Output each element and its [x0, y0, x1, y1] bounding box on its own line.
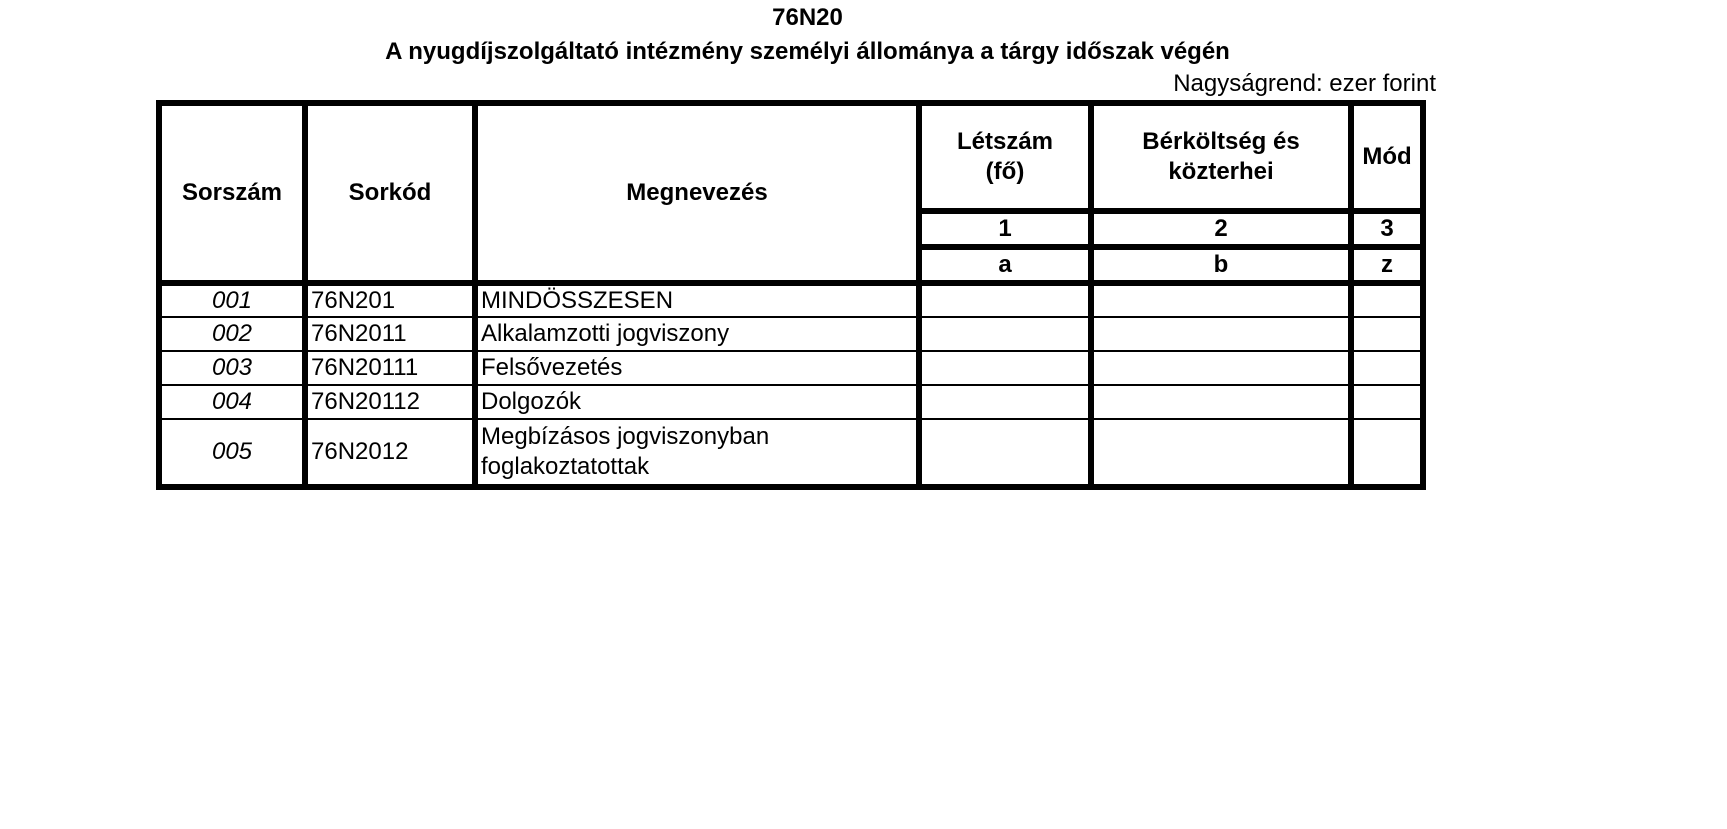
table-row	[159, 419, 1423, 487]
row-sorszam: 002	[159, 317, 305, 351]
col-number-1: 1	[919, 211, 1091, 247]
row-mod-cell[interactable]	[1351, 351, 1423, 385]
table-row	[159, 385, 1423, 419]
col-header-megnevezes: Megnevezés	[475, 103, 919, 283]
col-header-letszam: Létszám (fő)	[919, 103, 1091, 211]
row-sorkod: 76N20112	[305, 385, 475, 419]
col-letter-z: z	[1351, 247, 1423, 283]
row-mod-cell[interactable]	[1351, 385, 1423, 419]
col-number-3: 3	[1351, 211, 1423, 247]
col-letter-b: b	[1091, 247, 1351, 283]
table-row	[159, 283, 1423, 317]
row-berkoltseg-cell[interactable]	[1091, 351, 1351, 385]
unit-note: Nagyságrend: ezer forint	[1173, 70, 1436, 97]
row-letszam-cell[interactable]	[919, 385, 1091, 419]
row-megnevezes: MINDÖSSZESEN	[475, 283, 919, 317]
row-berkoltseg-cell[interactable]	[1091, 419, 1351, 487]
table-row	[159, 351, 1423, 385]
form-code-title: 76N20	[772, 4, 843, 31]
row-mod-cell[interactable]	[1351, 419, 1423, 487]
col-header-mod: Mód	[1351, 103, 1423, 211]
row-megnevezes: Megbízásos jogviszonyban foglakoztatottak	[475, 419, 919, 487]
row-sorszam: 001	[159, 283, 305, 317]
row-sorszam: 005	[159, 419, 305, 487]
row-megnevezes: Alkalamzotti jogviszony	[475, 317, 919, 351]
row-mod-cell[interactable]	[1351, 283, 1423, 317]
table-row	[159, 317, 1423, 351]
row-megnevezes: Dolgozók	[475, 385, 919, 419]
row-sorkod: 76N201	[305, 283, 475, 317]
row-berkoltseg-cell[interactable]	[1091, 283, 1351, 317]
row-letszam-cell[interactable]	[919, 419, 1091, 487]
row-sorszam: 003	[159, 351, 305, 385]
row-letszam-cell[interactable]	[919, 283, 1091, 317]
personnel-table	[156, 100, 1426, 490]
col-header-sorkod: Sorkód	[305, 103, 475, 283]
row-berkoltseg-cell[interactable]	[1091, 317, 1351, 351]
row-sorkod: 76N2012	[305, 419, 475, 487]
page-title: A nyugdíjszolgáltató intézmény személyi állománya a tárgy időszak végén	[385, 38, 1230, 65]
row-sorkod: 76N20111	[305, 351, 475, 385]
col-letter-a: a	[919, 247, 1091, 283]
col-number-2: 2	[1091, 211, 1351, 247]
row-berkoltseg-cell[interactable]	[1091, 385, 1351, 419]
row-letszam-cell[interactable]	[919, 317, 1091, 351]
row-megnevezes: Felsővezetés	[475, 351, 919, 385]
col-header-berkoltseg: Bérköltség és közterhei	[1091, 103, 1351, 211]
row-sorszam: 004	[159, 385, 305, 419]
row-sorkod: 76N2011	[305, 317, 475, 351]
col-header-sorszam: Sorszám	[159, 103, 305, 283]
row-mod-cell[interactable]	[1351, 317, 1423, 351]
row-letszam-cell[interactable]	[919, 351, 1091, 385]
